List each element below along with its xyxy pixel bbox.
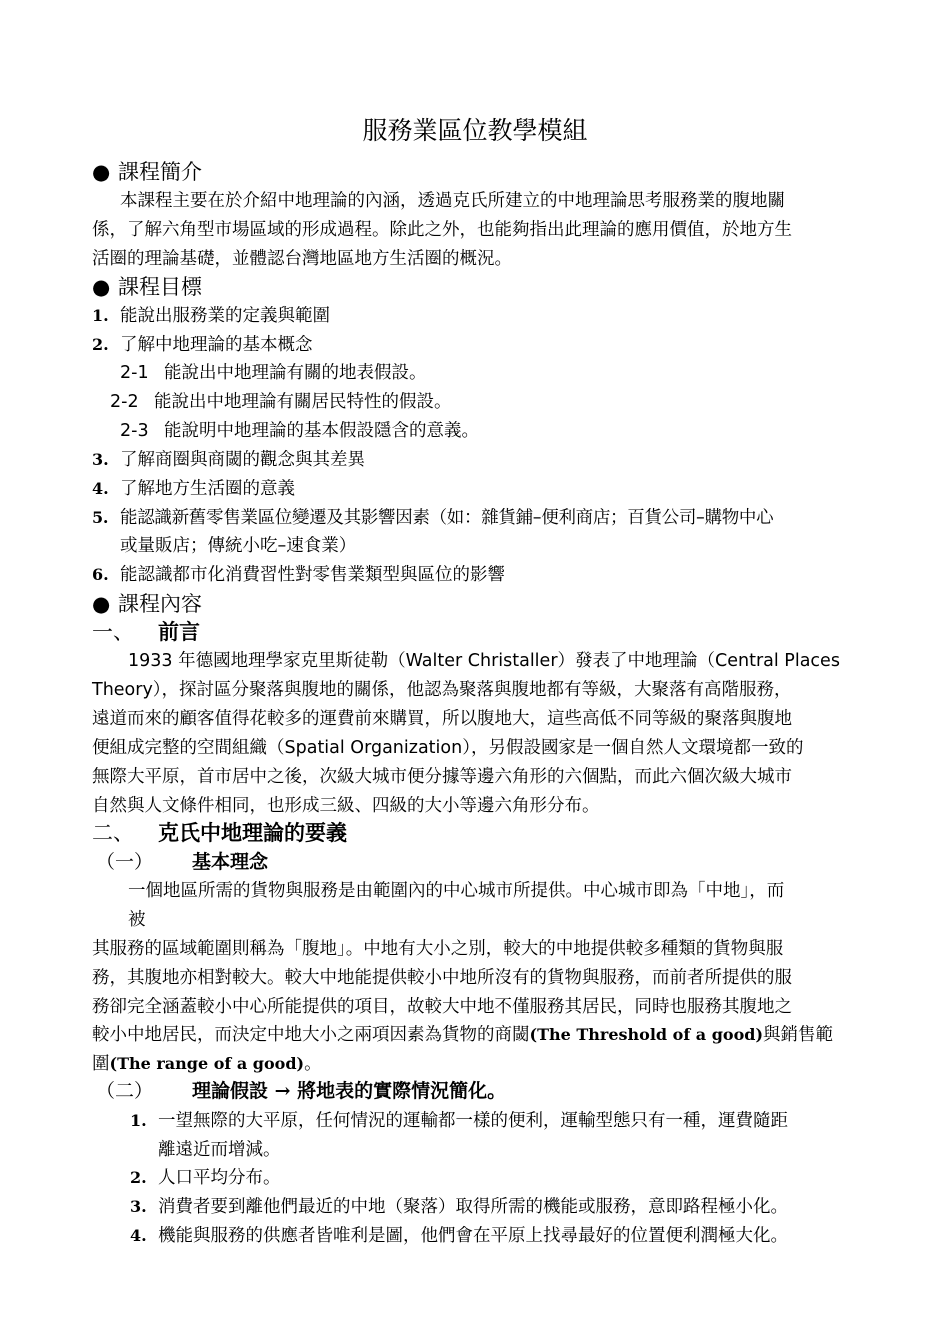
paragraph-line: 遠道而來的顧客值得花較多的運費前來購買，所以腹地大，這些高低不同等級的聚落與腹地 — [92, 709, 792, 729]
paragraph-line: 其服務的區域範圍則稱為「腹地」。中地有大小之別，較大的中地提供較多種類的貨物與服 — [92, 939, 784, 959]
list-item: 5. 能認識新舊零售業區位變遷及其影響因素（如：雜貨鋪–便利商店；百貨公司–購物中心 — [92, 508, 774, 528]
paragraph-line: 無際大平原，首市居中之後，次級大城市便分據等邊六角形的六個點，而此六個次級大城市 — [92, 767, 792, 787]
heading-preface: 一、 前言 — [92, 619, 200, 644]
list-item: 3. 消費者要到離他們最近的中地（聚落）取得所需的機能或服務，意即路程極小化。 — [130, 1197, 788, 1217]
paragraph-line: 被 — [128, 910, 146, 930]
section-goals-heading: ● 課程目標 — [92, 275, 202, 299]
list-item: 1. 一望無際的大平原，任何情況的運輸都一樣的便利，運輸型態只有一種，運費隨距 — [130, 1111, 788, 1131]
paragraph-line: 務卻完全涵蓋較小中心所能提供的項目，故較大中地不僅服務其居民，同時也服務其腹地之 — [92, 997, 792, 1017]
list-item: 2-1 能說出中地理論有關的地表假設。 — [120, 363, 427, 383]
paragraph-line: 本課程主要在於介紹中地理論的內涵，透過克氏所建立的中地理論思考服務業的腹地關 — [120, 191, 785, 211]
heading-theory: 二、 克氏中地理論的要義 — [92, 820, 347, 845]
list-item: 4. 了解地方生活圈的意義 — [92, 479, 295, 499]
paragraph-line: 便組成完整的空間組織（Spatial Organization），另假設國家是一個自然人文環境都一致的 — [92, 738, 804, 758]
list-item: 2. 了解中地理論的基本概念 — [92, 335, 313, 355]
list-item-continuation: 或量販店；傳統小吃–速食業） — [120, 536, 357, 556]
list-item: 4. 機能與服務的供應者皆唯利是圖，他們會在平原上找尋最好的位置便利潤極大化。 — [130, 1226, 788, 1246]
list-item-continuation: 離遠近而增減。 — [158, 1140, 281, 1160]
subheading-concept: （一） 基本理念 — [96, 851, 269, 873]
paragraph-line: 活圈的理論基礎，並體認台灣地區地方生活圈的概況。 — [92, 249, 512, 269]
bullet-icon: ● — [92, 275, 111, 299]
paragraph-line: 圍(The range of a good)。 — [92, 1054, 322, 1074]
paragraph-line: Theory），探討區分聚落與腹地的關係，他認為聚落與腹地都有等級，大聚落有高階服務， — [92, 680, 792, 700]
list-item: 3. 了解商圈與商閾的觀念與其差異 — [92, 450, 365, 470]
paragraph-line: 務，其腹地亦相對較大。較大中地能提供較小中地所沒有的貨物與服務，而前者所提供的服 — [92, 968, 792, 988]
list-item: 6. 能認識都市化消費習性對零售業類型與區位的影響 — [92, 565, 505, 585]
paragraph-line: 較小中地居民，而決定中地大小之兩項因素為貨物的商閾(The Threshold of a good)與銷售範 — [92, 1025, 834, 1045]
subheading-assumptions: （二） 理論假設 → 將地表的實際情況簡化。 — [96, 1080, 507, 1102]
bullet-icon: ● — [92, 160, 111, 184]
section-content-heading: ● 課程內容 — [92, 592, 202, 616]
paragraph-line: 係，了解六角型市場區域的形成過程。除此之外，也能夠指出此理論的應用價值，於地方生 — [92, 220, 792, 240]
list-item: 2-2 能說出中地理論有關居民特性的假設。 — [110, 392, 452, 412]
paragraph-line: 一個地區所需的貨物與服務是由範圍內的中心城市所提供。中心城市即為「中地」，而 — [128, 881, 785, 901]
document-title: 服務業區位教學模組 — [362, 116, 588, 145]
section-intro-heading: ● 課程簡介 — [92, 160, 202, 184]
list-item: 1. 能說出服務業的定義與範圍 — [92, 306, 330, 326]
paragraph-line: 1933 年德國地理學家克里斯徒勒（Walter Christaller）發表了中地理論（Central Places — [128, 651, 840, 671]
bullet-icon: ● — [92, 592, 111, 616]
paragraph-line: 自然與人文條件相同，也形成三級、四級的大小等邊六角形分布。 — [92, 796, 600, 816]
list-item: 2. 人口平均分布。 — [130, 1168, 281, 1188]
list-item: 2-3 能說明中地理論的基本假設隱含的意義。 — [120, 421, 479, 441]
